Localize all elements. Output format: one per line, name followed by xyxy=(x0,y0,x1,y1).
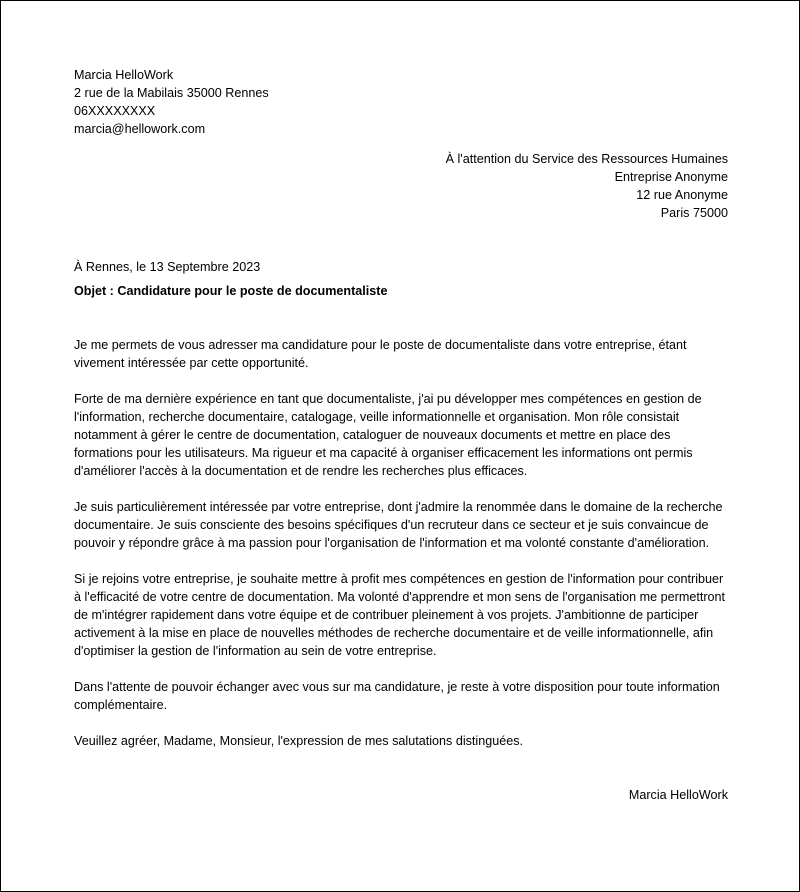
sender-email: marcia@hellowork.com xyxy=(74,122,206,136)
recipient-company: Entreprise Anonyme xyxy=(614,170,728,184)
closing-paragraph: Veuillez agréer, Madame, Monsieur, l'expression de mes salutations distinguées. xyxy=(74,734,524,748)
body-paragraph-3: Je suis particulièrement intéressée par votre entreprise, dont j'admire la renommée dans le domaine de la recherche documentaire. Je suis consciente des besoins spécifiques d'un recruteur dans ce secteur et je suis convaincue de pouvoir y répondre grâce à ma passion pour l'organisation de l'information et ma volonté constante d'amélioration. xyxy=(74,500,723,550)
letter-content xyxy=(74,66,728,804)
sender-phone: 06XXXXXXXX xyxy=(74,104,156,118)
recipient-block xyxy=(74,150,728,222)
sender-address: 2 rue de la Mabilais 35000 Rennes xyxy=(74,86,269,100)
recipient-attention: À l'attention du Service des Ressources Humaines xyxy=(445,152,728,166)
sender-name: Marcia HelloWork xyxy=(74,68,174,82)
recipient-street: 12 rue Anonyme xyxy=(636,188,728,202)
body-paragraph-5: Dans l'attente de pouvoir échanger avec vous sur ma candidature, je reste à votre disposition pour toute information complémentaire. xyxy=(74,680,720,712)
body-paragraph-4: Si je rejoins votre entreprise, je souhaite mettre à profit mes compétences en gestion de l'information pour contribuer à l'efficacité de votre centre de documentation. Ma volonté d'apprendre et mon sens de l'organisation me permettront de m'intégrer rapidement dans votre équipe et de contribuer pleinement à vos projets. J'ambitionne de participer activement à la mise en place de nouvelles méthodes de recherche documentaire et de veille informationnelle, afin d'optimiser la gestion de l'information au sein de votre entreprise. xyxy=(74,572,726,658)
signature: Marcia HelloWork xyxy=(628,788,728,802)
letter-body xyxy=(74,336,728,750)
subject-line: Objet : Candidature pour le poste de documentaliste xyxy=(74,284,388,298)
date-line: À Rennes, le 13 Septembre 2023 xyxy=(74,260,261,274)
body-paragraph-2: Forte de ma dernière expérience en tant que documentaliste, j'ai pu développer mes compétences en gestion de l'information, recherche documentaire, catalogage, veille informationnelle et organisation. Mon rôle consistait notamment à gérer le centre de documentation, cataloguer de nouveaux documents et mettre en place des formations pour les utilisateurs. Ma rigueur et ma capacité à organiser efficacement les informations ont permis d'améliorer l'accès à la documentation et de rendre les recherches plus efficaces. xyxy=(74,392,702,478)
body-paragraph-1: Je me permets de vous adresser ma candidature pour le poste de documentaliste dans votre entreprise, étant vivement intéressée par cette opportunité. xyxy=(74,338,687,370)
sender-block xyxy=(74,66,728,138)
recipient-city: Paris 75000 xyxy=(660,206,728,220)
